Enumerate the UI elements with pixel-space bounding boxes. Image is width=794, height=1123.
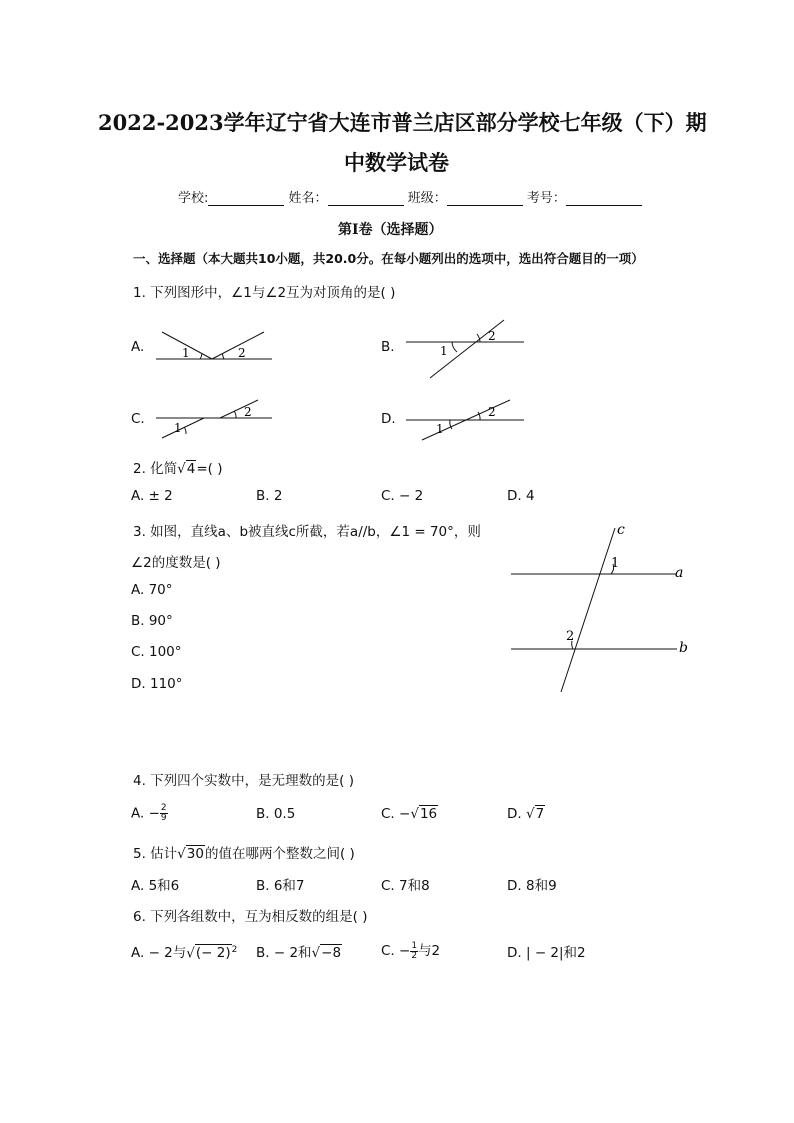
q4-fraction-denominator: 9 [160, 813, 167, 823]
q3-option-b[interactable]: B. 90° [131, 613, 173, 629]
q2-option-c[interactable]: C. − 2 [381, 488, 424, 504]
q1b-angle1-label: 1 [440, 344, 448, 358]
question-4-stem: 4. 下列四个实数中，是无理数的是( ) [133, 773, 354, 789]
question-5-stem [133, 842, 355, 862]
q1-option-c-label[interactable]: C. [131, 411, 145, 427]
question-1-stem: 1. 下列图形中，∠1与∠2互为对顶角的是( ) [133, 285, 396, 301]
q4-option-a-fraction [160, 804, 168, 823]
q2-option-d[interactable]: D. 4 [507, 488, 535, 504]
q1c-angle1-arc [184, 427, 186, 434]
class-field[interactable] [447, 191, 523, 206]
q4-option-c-radical: √16 [410, 806, 438, 822]
q6-option-c-prefix: C. − [381, 943, 411, 959]
q5-stem-tail: 的值在哪两个整数之间( ) [204, 846, 355, 862]
q1a-angle1-label: 1 [182, 346, 190, 360]
q1-figure-d[interactable] [400, 396, 530, 444]
exam-no-field[interactable] [566, 191, 642, 206]
q1a-angle2-arc [223, 354, 225, 360]
question-3-stem-line2: ∠2的度数是( ) [131, 555, 221, 571]
q2-stem-tail: =( ) [196, 461, 223, 477]
q6-option-c[interactable] [381, 939, 440, 961]
q5-option-c[interactable]: C. 7和8 [381, 878, 430, 894]
q1-option-a-label[interactable]: A. [131, 339, 145, 355]
q1a-angle1-arc [200, 354, 202, 360]
q1c-upper-segment [220, 400, 258, 418]
q3-option-c[interactable]: C. 100° [131, 644, 182, 660]
q5-radicand: 30 [186, 846, 204, 862]
q6-option-c-suffix: 与2 [418, 943, 441, 959]
class-label: 班级： [407, 191, 447, 206]
q1-option-b-label[interactable]: B. [381, 339, 395, 355]
q4-option-d-radical: √7 [525, 806, 545, 822]
q2-option-a[interactable]: A. ± 2 [131, 488, 173, 504]
q5-option-d[interactable]: D. 8和9 [507, 878, 557, 894]
q4-option-c-prefix: C. − [381, 806, 411, 822]
q1d-angle1-label: 1 [436, 422, 444, 436]
title-line2: 中数学试卷 [344, 150, 449, 175]
q5-option-a[interactable]: A. 5和6 [131, 878, 180, 894]
q3-label-b: b [679, 640, 688, 656]
q6-option-a-exponent: 2 [231, 944, 238, 955]
question-3-stem-line1: 3. 如图，直线a、b被直线c所截，若a//b，∠1 = 70°，则 [133, 524, 481, 540]
name-field[interactable] [328, 191, 404, 206]
q1c-angle1-label: 1 [174, 421, 182, 435]
q1c-angle2-label: 2 [244, 405, 252, 419]
question-6-stem: 6. 下列各组数中，互为相反数的组是( ) [133, 909, 368, 925]
q1-figure-b[interactable] [400, 312, 530, 382]
q4-option-c[interactable] [381, 806, 438, 822]
q5-radical: √30 [177, 846, 204, 862]
school-field[interactable] [208, 191, 284, 206]
q6-option-b-prefix: B. − 2和 [256, 945, 312, 961]
q5-stem-text: 5. 估计 [133, 846, 178, 862]
school-label: 学校: [178, 191, 209, 206]
q2-option-b[interactable]: B. 2 [256, 488, 283, 504]
q6-option-a-prefix: A. − 2与 [131, 945, 187, 961]
q2-stem-text: 2. 化简 [133, 461, 178, 477]
q6-option-a-radicand: (− 2) [195, 945, 231, 961]
student-info-line [178, 187, 642, 206]
q1d-angle2-label: 2 [488, 405, 496, 419]
q6-option-b[interactable] [256, 941, 342, 961]
q1b-angle2-label: 2 [488, 329, 496, 343]
section-heading: 一、选择题（本大题共10小题，共20.0分。在每小题列出的选项中，选出符合题目的一项） [133, 251, 644, 266]
q6-option-a[interactable] [131, 941, 237, 961]
q3-label-1: 1 [611, 556, 620, 571]
title-line1: 2022-2023学年辽宁省大连市普兰店区部分学校七年级（下）期 [98, 110, 707, 135]
q4-option-c-radicand: 16 [419, 806, 438, 822]
q1b-angle1-arc [452, 342, 457, 352]
question-2-stem [133, 457, 223, 477]
q6-option-d[interactable]: D. | − 2|和2 [507, 945, 586, 961]
q6-option-b-radical: √−8 [311, 945, 342, 961]
q3-label-a: a [675, 565, 684, 581]
q3-figure [505, 518, 695, 696]
q2-radical: √4 [177, 461, 196, 477]
exam-no-label: 考号： [526, 191, 566, 206]
q4-option-d-radicand: 7 [535, 806, 545, 822]
q6-fraction-numerator: 1 [411, 940, 418, 951]
q4-option-b[interactable]: B. 0.5 [256, 806, 296, 822]
q6-option-a-radical: √(− 2)$^2$ [186, 944, 238, 961]
q1-option-d-label[interactable]: D. [381, 411, 396, 427]
q3-option-a[interactable]: A. 70° [131, 582, 173, 598]
q6-option-b-radicand: −8 [321, 945, 342, 961]
q3-line-c [561, 528, 615, 692]
q3-label-c: c [617, 522, 625, 538]
q1-figure-c[interactable] [150, 398, 280, 442]
q2-radicand: 4 [186, 461, 196, 477]
q4-option-d[interactable] [507, 806, 545, 822]
q1a-angle2-label: 2 [238, 346, 246, 360]
q1-figure-a[interactable] [150, 326, 280, 368]
part-heading: 第I卷（选择题） [338, 222, 443, 238]
q1c-lower-segment [162, 418, 204, 438]
name-label: 姓名： [288, 191, 328, 206]
q6-option-c-fraction [410, 942, 418, 961]
q4-fraction-numerator: 2 [160, 803, 167, 813]
q4-option-d-prefix: D. [507, 806, 526, 822]
q4-option-a-prefix: A. − [131, 805, 160, 822]
q3-option-d[interactable]: D. 110° [131, 676, 183, 692]
q3-label-2: 2 [566, 629, 575, 644]
q5-option-b[interactable]: B. 6和7 [256, 878, 305, 894]
q1c-angle2-arc [234, 411, 236, 418]
q4-option-a[interactable] [131, 804, 168, 823]
q6-fraction-denominator: 2 [411, 950, 418, 961]
